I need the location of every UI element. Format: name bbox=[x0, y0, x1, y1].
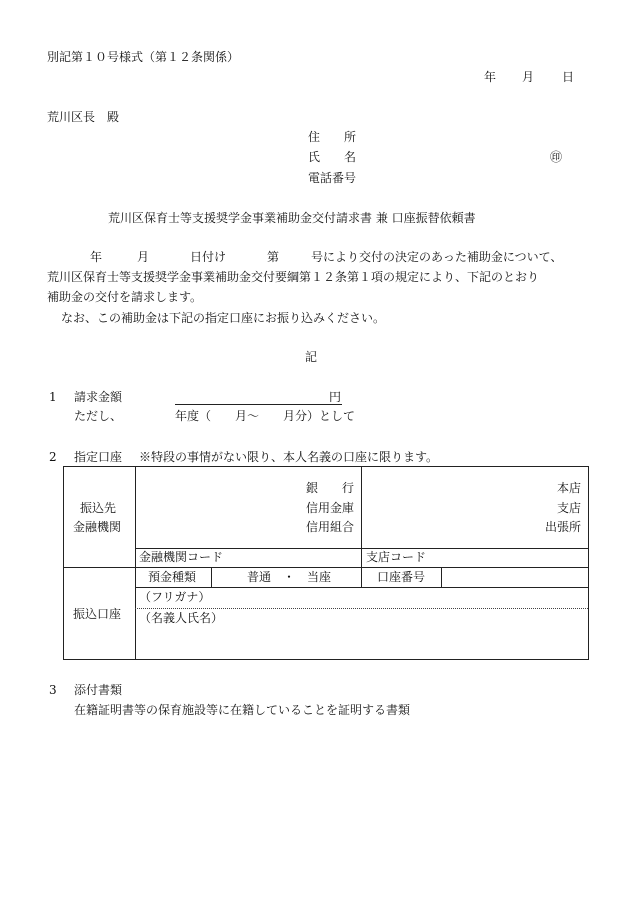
divider-left-col bbox=[135, 467, 136, 659]
bank-type-shinkin: 信用金庫 bbox=[306, 501, 355, 515]
divider-account-top bbox=[64, 567, 588, 568]
document-title: 荒川区保育士等支援奨学金事業補助金交付請求書 兼 口座振替依頼書 bbox=[108, 211, 476, 225]
branch-type-shiten: 支店 bbox=[557, 501, 582, 515]
divider-deposit-2 bbox=[361, 567, 362, 588]
bank-header-line2: 金融機関 bbox=[73, 520, 122, 534]
phone-label: 電話番号 bbox=[308, 171, 357, 185]
divider-furigana bbox=[135, 608, 588, 609]
account-header: 振込口座 bbox=[73, 607, 122, 621]
date-day-label: 日 bbox=[562, 70, 575, 84]
name-label: 氏 名 bbox=[308, 150, 357, 164]
holder-name-label: （名義人氏名） bbox=[139, 611, 224, 625]
addressee: 荒川区長 殿 bbox=[47, 110, 120, 124]
form-number: 別記第１０号様式（第１２条関係） bbox=[47, 50, 240, 64]
deposit-type-label: 預金種類 bbox=[148, 570, 197, 584]
account-number-label: 口座番号 bbox=[377, 570, 426, 584]
ki-heading: 記 bbox=[305, 350, 318, 364]
seal-mark: ㊞ bbox=[550, 150, 563, 164]
body-year: 年 bbox=[90, 250, 103, 264]
date-month-label: 月 bbox=[522, 70, 535, 84]
body-day: 日付け bbox=[190, 250, 227, 264]
section3-content: 在籍証明書等の保育施設等に在籍していることを証明する書類 bbox=[74, 703, 411, 717]
address-label: 住 所 bbox=[308, 130, 357, 144]
divider-deposit-1 bbox=[211, 567, 212, 588]
deposit-type-options: 普通 ・ 当座 bbox=[247, 570, 332, 584]
date-year-label: 年 bbox=[484, 70, 497, 84]
yen-label: 円 bbox=[329, 390, 342, 404]
nendo-label: 年度（ 月～ 月分）として bbox=[175, 409, 356, 423]
body-line2: 荒川区保育士等支援奨学金事業補助金交付要綱第１２条第１項の規定により、下記のとおり bbox=[47, 270, 540, 284]
section3-number: 3 bbox=[49, 683, 57, 697]
bank-header-line1: 振込先 bbox=[80, 501, 117, 515]
branch-type-honten: 本店 bbox=[557, 481, 582, 495]
branch-type-shucchojo: 出張所 bbox=[545, 520, 582, 534]
section1-label: 請求金額 bbox=[74, 390, 123, 404]
body-line3: 補助金の交付を請求します。 bbox=[47, 290, 203, 304]
divider-deposit-3 bbox=[441, 567, 442, 588]
section1-number: 1 bbox=[49, 390, 57, 404]
bank-type-kumiai: 信用組合 bbox=[306, 520, 355, 534]
divider-mid-upper bbox=[361, 467, 362, 568]
body-line4: なお、この補助金は下記の指定口座にお振り込みください。 bbox=[61, 311, 386, 325]
branch-code-label: 支店コード bbox=[366, 550, 427, 564]
tadashi-label: ただし、 bbox=[74, 409, 123, 423]
section3-label: 添付書類 bbox=[74, 683, 123, 697]
body-no: 第 bbox=[267, 250, 280, 264]
body-line1-rest: 号により交付の決定のあった補助金について、 bbox=[311, 250, 563, 264]
section2-note: ※特段の事情がない限り、本人名義の口座に限ります。 bbox=[139, 450, 439, 464]
section2-number: 2 bbox=[49, 450, 57, 464]
bank-type-bank: 銀 行 bbox=[306, 481, 355, 495]
furigana-label: （フリガナ） bbox=[139, 590, 211, 604]
amount-underline bbox=[175, 404, 342, 405]
section2-label: 指定口座 bbox=[74, 450, 123, 464]
body-month: 月 bbox=[137, 250, 150, 264]
bank-code-label: 金融機関コード bbox=[139, 550, 224, 564]
